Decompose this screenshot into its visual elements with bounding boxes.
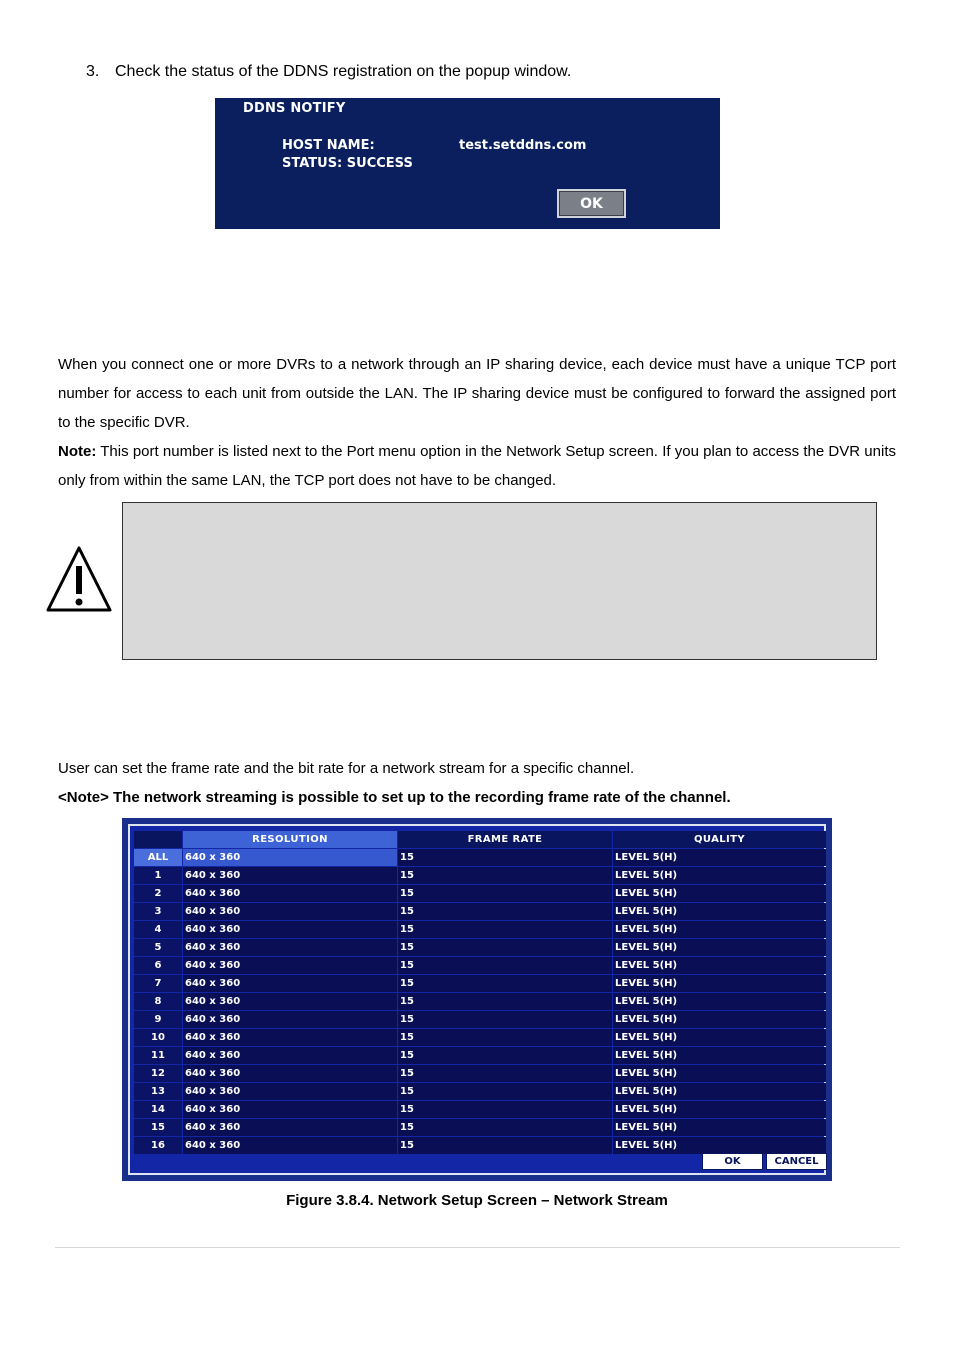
frame-rate-cell[interactable]: 15 <box>398 885 612 902</box>
channel-cell: 7 <box>134 975 182 992</box>
frame-rate-cell[interactable]: 15 <box>398 1047 612 1064</box>
warning-triangle-icon <box>44 544 114 614</box>
frame-rate-cell[interactable]: 15 <box>398 1137 612 1154</box>
frame-rate-cell[interactable]: 15 <box>398 1011 612 1028</box>
frame-rate-cell[interactable]: 15 <box>398 1101 612 1118</box>
resolution-cell[interactable]: 640 x 360 <box>183 867 397 884</box>
frame-rate-cell[interactable]: 15 <box>398 849 612 866</box>
channel-cell: 9 <box>134 1011 182 1028</box>
table-row[interactable] <box>134 1083 826 1100</box>
quality-cell[interactable]: LEVEL 5(H) <box>613 957 826 974</box>
frame-rate-cell[interactable]: 15 <box>398 1083 612 1100</box>
table-row[interactable] <box>134 957 826 974</box>
frame-rate-cell[interactable]: 15 <box>398 993 612 1010</box>
table-row[interactable] <box>134 1011 826 1028</box>
table-row[interactable] <box>134 1119 826 1136</box>
figure-caption: Figure 3.8.4. Network Setup Screen – Network Stream <box>286 1192 668 1209</box>
channel-cell: 4 <box>134 921 182 938</box>
quality-cell[interactable]: LEVEL 5(H) <box>613 1065 826 1082</box>
channel-cell: 3 <box>134 903 182 920</box>
resolution-cell[interactable]: 640 x 360 <box>183 1065 397 1082</box>
stream-cancel-button[interactable]: CANCEL <box>766 1153 827 1170</box>
resolution-cell[interactable]: 640 x 360 <box>183 1029 397 1046</box>
quality-cell[interactable]: LEVEL 5(H) <box>613 1137 826 1154</box>
ok-button[interactable]: OK <box>557 189 626 218</box>
channel-cell: 10 <box>134 1029 182 1046</box>
frame-rate-cell[interactable]: 15 <box>398 1065 612 1082</box>
table-header-row <box>134 831 826 848</box>
resolution-cell[interactable]: 640 x 360 <box>183 903 397 920</box>
channel-cell: 5 <box>134 939 182 956</box>
channel-cell: 1 <box>134 867 182 884</box>
channel-cell: 6 <box>134 957 182 974</box>
channel-cell: 15 <box>134 1119 182 1136</box>
table-row[interactable] <box>134 903 826 920</box>
table-row[interactable] <box>134 867 826 884</box>
channel-cell: 13 <box>134 1083 182 1100</box>
host-name-value: test.setddns.com <box>459 138 587 153</box>
frame-rate-cell[interactable]: 15 <box>398 921 612 938</box>
quality-cell[interactable]: LEVEL 5(H) <box>613 921 826 938</box>
header-channel <box>134 831 182 848</box>
ddns-notify-popup <box>215 98 720 229</box>
resolution-cell[interactable]: 640 x 360 <box>183 1011 397 1028</box>
stream-intro: User can set the frame rate and the bit rate for a network stream for a specific channel. <box>58 760 635 777</box>
popup-title: DDNS NOTIFY <box>243 101 346 116</box>
frame-rate-cell[interactable]: 15 <box>398 939 612 956</box>
step-text: Check the status of the DDNS registration on the popup window. <box>115 63 572 80</box>
quality-cell[interactable]: LEVEL 5(H) <box>613 1047 826 1064</box>
table-row[interactable] <box>134 939 826 956</box>
resolution-cell[interactable]: 640 x 360 <box>183 957 397 974</box>
channel-cell: 14 <box>134 1101 182 1118</box>
frame-rate-cell[interactable]: 15 <box>398 1119 612 1136</box>
table-row[interactable] <box>134 885 826 902</box>
quality-cell[interactable]: LEVEL 5(H) <box>613 1083 826 1100</box>
stream-ok-button[interactable]: OK <box>702 1153 763 1170</box>
table-row[interactable] <box>134 921 826 938</box>
resolution-cell[interactable]: 640 x 360 <box>183 849 397 866</box>
table-row[interactable] <box>134 1047 826 1064</box>
note-paragraph <box>58 437 896 495</box>
network-stream-screen <box>122 818 832 1181</box>
table-row[interactable] <box>134 849 826 866</box>
header-quality: QUALITY <box>613 831 826 848</box>
channel-cell: 12 <box>134 1065 182 1082</box>
table-row[interactable] <box>134 1029 826 1046</box>
resolution-cell[interactable]: 640 x 360 <box>183 1137 397 1154</box>
resolution-cell[interactable]: 640 x 360 <box>183 939 397 956</box>
table-row[interactable] <box>134 1101 826 1118</box>
channel-cell: 2 <box>134 885 182 902</box>
status-text: STATUS: SUCCESS <box>282 156 413 171</box>
quality-cell[interactable]: LEVEL 5(H) <box>613 939 826 956</box>
quality-cell[interactable]: LEVEL 5(H) <box>613 1011 826 1028</box>
table-row[interactable] <box>134 1137 826 1154</box>
resolution-cell[interactable]: 640 x 360 <box>183 1047 397 1064</box>
resolution-cell[interactable]: 640 x 360 <box>183 1101 397 1118</box>
note-label: Note: <box>58 443 97 460</box>
footer-divider <box>55 1247 900 1248</box>
quality-cell[interactable]: LEVEL 5(H) <box>613 867 826 884</box>
frame-rate-cell[interactable]: 15 <box>398 975 612 992</box>
quality-cell[interactable]: LEVEL 5(H) <box>613 993 826 1010</box>
resolution-cell[interactable]: 640 x 360 <box>183 1083 397 1100</box>
port-paragraph: When you connect one or more DVRs to a network through an IP sharing device, each device must have a unique TCP port number for access to each unit from outside the LAN. The IP sharing device must be configured to forward the assigned port to the specific DVR. <box>58 356 896 431</box>
network-stream-table <box>133 830 827 1155</box>
quality-cell[interactable]: LEVEL 5(H) <box>613 1119 826 1136</box>
quality-cell[interactable]: LEVEL 5(H) <box>613 1029 826 1046</box>
step-3 <box>86 63 571 81</box>
channel-cell: 11 <box>134 1047 182 1064</box>
resolution-cell[interactable]: 640 x 360 <box>183 885 397 902</box>
note-text: This port number is listed next to the Port menu option in the Network Setup screen. If you plan to access the DVR units only from within the same LAN, the TCP port does not have to be changed. <box>58 443 896 489</box>
header-frame-rate: FRAME RATE <box>398 831 612 848</box>
resolution-cell[interactable]: 640 x 360 <box>183 975 397 992</box>
channel-cell: 8 <box>134 993 182 1010</box>
quality-cell[interactable]: LEVEL 5(H) <box>613 1101 826 1118</box>
quality-cell[interactable]: LEVEL 5(H) <box>613 885 826 902</box>
quality-cell[interactable]: LEVEL 5(H) <box>613 975 826 992</box>
channel-cell: 16 <box>134 1137 182 1154</box>
quality-cell[interactable]: LEVEL 5(H) <box>613 903 826 920</box>
header-resolution: RESOLUTION <box>183 831 397 848</box>
table-row[interactable] <box>134 1065 826 1082</box>
host-name-label: HOST NAME: <box>282 138 375 153</box>
table-row[interactable] <box>134 993 826 1010</box>
frame-rate-cell[interactable]: 15 <box>398 1029 612 1046</box>
quality-cell[interactable]: LEVEL 5(H) <box>613 849 826 866</box>
warning-box <box>122 502 877 660</box>
resolution-cell[interactable]: 640 x 360 <box>183 921 397 938</box>
frame-rate-cell[interactable]: 15 <box>398 903 612 920</box>
stream-note: <Note> The network streaming is possible to set up to the recording frame rate of the channel. <box>58 789 731 806</box>
frame-rate-cell[interactable]: 15 <box>398 957 612 974</box>
table-row[interactable] <box>134 975 826 992</box>
channel-cell: ALL <box>134 849 182 866</box>
resolution-cell[interactable]: 640 x 360 <box>183 1119 397 1136</box>
step-number: 3. <box>86 63 100 80</box>
resolution-cell[interactable]: 640 x 360 <box>183 993 397 1010</box>
frame-rate-cell[interactable]: 15 <box>398 867 612 884</box>
